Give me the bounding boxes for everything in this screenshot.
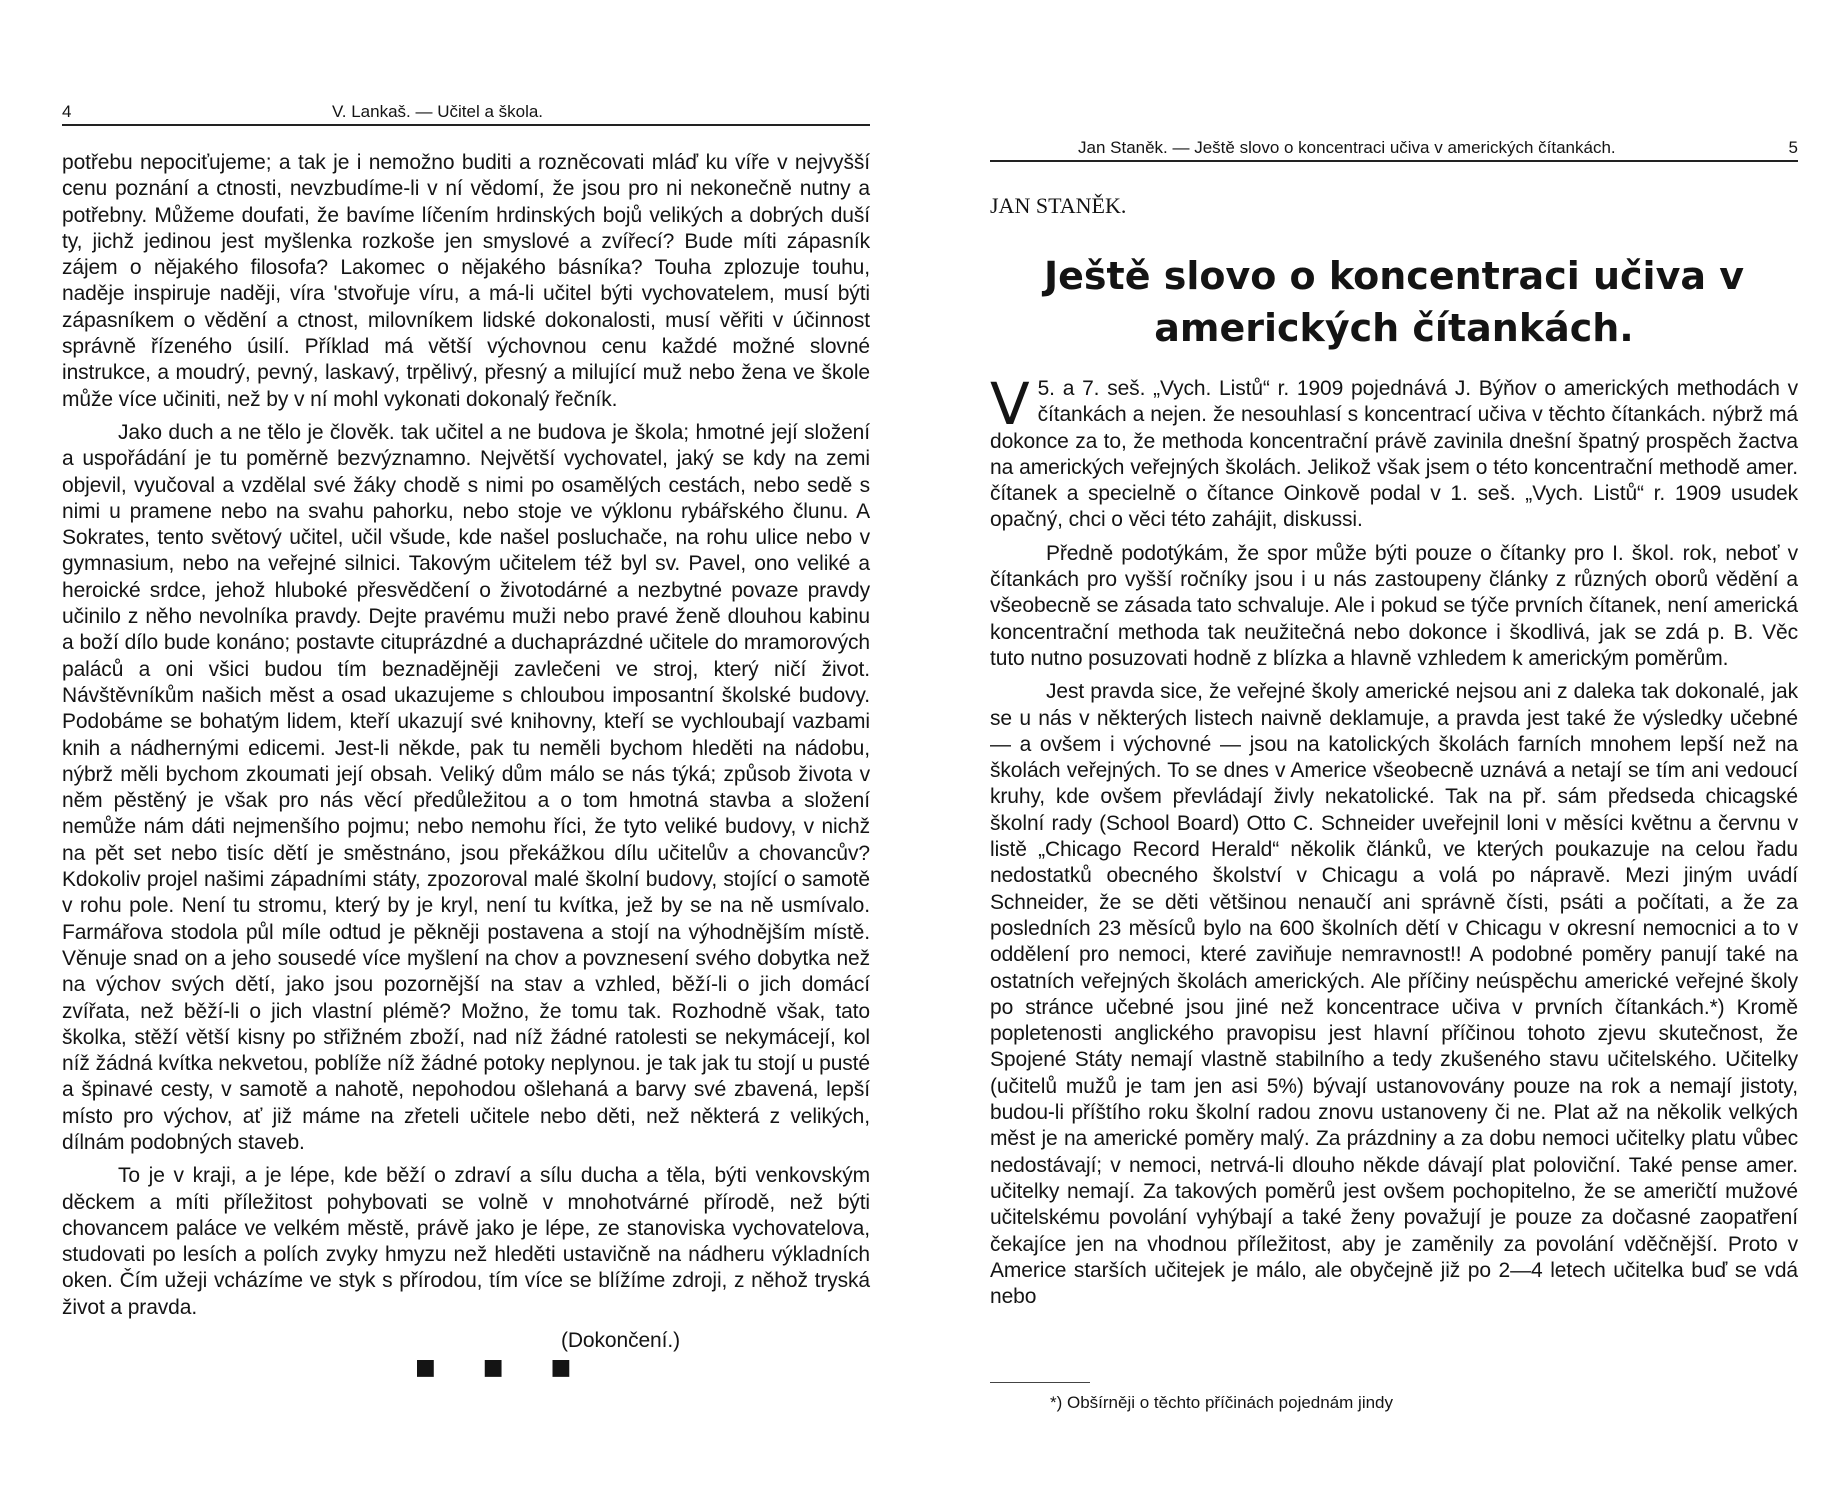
article-author: JAN STANĚK. [990, 193, 1127, 218]
paragraph: To je v kraji, a je lépe, kde běží o zdraví a sílu ducha a těla, býti venkovským děckem a míti příležitost pohybovati se volně v mnohotvárné přírodě, než býti chovancem paláce ve velkém městě, právě jako je lépe, ze stanoviska vychovatelova, studovati po lesích a polích zvyky hmyzu než hleděti ustavičně na nádheru výkladních oken. Čím užeji vcházíme ve styk s přírodou, tím více se blížíme zdroji, z něhož tryská život a pravda. [62, 1164, 870, 1319]
paragraph [990, 370, 1798, 534]
paragraph: Jest pravda sice, že veřejné školy americké nejsou ani z daleka tak dokonalé, jak se u nás v některých listech naivně deklamuje, a pravda jest také že výsledky učebné — a ovšem i výchovné — jsou na katolických školách farních mnohem lepší než na školách veřejných. To se dnes v Americe všeobecně uznává a netají se tím ani vedoucí kruhy, kde ovšem převládají živly nekatolické. Tak na př. sám předseda chicagské školní rady (School Board) Otto C. Schneider uveřejnil loni v měsíci květnu a červnu v listě „Chicago Record Herald“ několik článků, ve kterých poukazuje na celou řadu nedostatků obecného školství v Chicagu a volá po nápravě. Mezi jiným uvádí Schneider, že se děti většinou nenaučí ani správně čísti, psáti a počítati, a že za posledních 23 měsíců bylo na 600 školních dětí v Chicagu v okresní nemocnici a to v oddělení pro nemoci, které zaviňuje nemravnost!! A podobné poměry panují také na ostatních veřejných školách amerických. Ale příčiny neúspěchu americké veřejné školy po stránce učebné jsou jiné než koncentrace učiva v prvních čítankách.*) Kromě popletenosti anglického pravopisu jest hlavní příčinou tohoto zjevu skutečnost, že Spojené Státy nemají vlastně stabilního a tedy zkušeného stavu učitelského. Učitelky (učitelů mužů je tam jen asi 5%) bývají ustanovovány pouze na rok a nemají jistoty, budou-li příštího roku školní radou znovu ustanoveny či ne. Plat až na několik velkých měst je na americké poměry malý. Za prázdniny a za dobu nemoci učitelky platu vůbec nedostávají; v nemoci, netrvá-li dlouho někde dávají plat poloviční. Také pense amer. učitelky nemají. Za takových poměrů jest ovšem pochopitelno, že se američtí mužové učitelskému povolání vyhýbají a také ženy považují je pouze za dočasné zaopatření čekajíce jen na vhodnou příležitost, aby je zaměnily za povolání vděčnější. Proto v Americe starších učitejek je málo, ale obyčejně již po 2—4 letech učitelka buď se vdá nebo [990, 680, 1798, 1309]
paragraph: Jako duch a ne tělo je člověk. tak učitel a ne budova je škola; hmotné její složení a uspořádání je tu poměrně bezvýznamno. Největší vychovatel, jaký se kdy na zemi objevil, vyučoval a vzdělal své žáky chodě s nimi po osamělých cestách, nebo sedě s nimi u pramene nebo na svahu pahorku, nebo stoje ve výklonu rybářského člunu. A Sokrates, tento světový učitel, učil všude, kde našel posluchače, na rohu ulice nebo v gymnasium, nebo na veřejné silnici. Takovým učitelem též byl sv. Pavel, ono veliké a heroické srdce, jehož hluboké přesvědčení o životodárné a nezbytné povaze pravdy učinilo z něho nevolníka pravdy. Dejte pravému muži nebo pravé ženě dlouhou kabinu a boží dílo bude konáno; postavte cituprázdné a duchaprázdné učitele do mramorových paláců a oni všici budou tím beznadějněji zavlečeni ve stroj, který ničí život. Návštěvníkům našich měst a osad ukazujeme s chloubou imposantní školské budovy. Podobáme se bohatým lidem, kteří ukazují své knihovny, kteří se vychloubají vazbami knih a nádhernými edicemi. Jest-li někde, pak tu neměli bychom hleděti na nádobu, nýbrž měli bychom zkoumati její obsah. Veliký dům málo se nás týká; způsob života v něm pěstěný je však pro nás věcí předůležitou a o tom hmotná stavba a složení nemůže nám dáti nejmenšího pojmu; nebo nemohu říci, že tyto veliké budovy, v nichž na pět set nebo tisíc dětí je směstnáno, jsou překážkou dílu učitelův a chovancův? Kdokoliv projel našimi západními státy, zpozoroval malé školní budovy, stojící o samotě v rohu pole. Není tu stromu, který by je kryl, není tu kvítka, jež by se na ně usmívalo. Farmářova stodola půl míle odtud je pěkněji postavena a stojí na výhodnějším místě. Věnuje snad on a jeho sousedé více myšlení na chov a povznesení svého dobytka než na výchov svých dětí, jako jsou pozornější na stav a vzhled, běží-li o jich domácí zvířata, než běží-li o jich vlastní plémě? Možno, že tomu tak. Rozhodně však, tato školka, stěží větší kisny po střižném zboží, nad níž žádné ratolesti se nekymácejí, kol níž žádná kvítka nekvetou, poblíže níž žádné potoky neplynou. je tak jak tu stojí u pusté a špinavé cesty, v samotě a nahotě, nepohodou ošlehaná a barvy své zbavená, lepší místo pro výchov, ať již máme na zřeteli učitele nebo děti, než některá z velikých, dílnám podobných staveb. [62, 420, 870, 1154]
page-number: 4 [62, 102, 72, 121]
running-title: V. Lankaš. — Učitel a škola. [332, 102, 544, 121]
footnote: *) Obšírněji o těchto příčinách pojednám jindy [1050, 1393, 1394, 1412]
paragraph: Předně podotýkám, že spor může býti pouze o čítanky pro I. škol. rok, neboť v čítankách pro vyšší ročníky jsou i u nás zastoupeny články z různých oborů vědění a všeobecně se zásada tato schvaluje. Ale i pokud se týče prvních čítanek, není americká koncentrační methoda tak neužitečná nebo dokonce i škodlivá, jak se zdá p. B. Věc tuto nutno posuzovati hodně z blízka a hlavně vzhledem k americkým poměrům. [990, 541, 1798, 670]
section-ornament: ■ ■ ■ [415, 1355, 592, 1380]
running-title: Jan Staněk. — Ještě slovo o koncentraci učiva v amerických čítankách. [1078, 138, 1616, 157]
running-head-right [990, 136, 1798, 162]
drop-cap: V [990, 370, 1030, 438]
article-title: Ještě slovo o koncentraci učiva v amerických čítankách. [1044, 254, 1744, 350]
footnote-rule [990, 1382, 1090, 1383]
paragraph-text: 5. a 7. seš. „Vych. Listů“ r. 1909 pojednává J. Býňov o amerických methodách v čítankách a nejen. že nesouhlasí s koncentrací učiva v těchto čítankách. nýbrž má dokonce za to, že methoda koncentrační právě zavinila dnešní špatný prospěch žactva na amerických veřejných školách. Jelikož však jsem o této koncentrační methodě amer. čítanek a specielně o čítance Oinkově podal v 1. seš. „Vych. Listů“ r. 1909 usudek opačný, chci o věci této zahájit, diskussi. [990, 377, 1798, 532]
continuation-note: (Dokončení.) [560, 1329, 680, 1353]
right-body-text [990, 370, 1798, 1317]
left-body-text [62, 150, 870, 1361]
page-number: 5 [1788, 138, 1798, 157]
running-head-left [62, 100, 870, 126]
paragraph: potřebu nepociťujeme; a tak je i nemožno buditi a rozněcovati mláď ku víře v nejvyšší cenu poznání a ctnosti, nevzbudíme-li v ní vědomí, že jsou pro ni nekonečně nutny a potřebny. Můžeme doufati, že bavíme líčením hrdinských bojů velikých a dobrých duší ty, jichž jedinou jest myšlenka rozkoše jen smyslové a zvířecí? Bude míti zápasník zájem o nějakého filosofa? Lakomec o nějakého básníka? Touha zplozuje touhu, naděje inspiruje naději, víra 'stvořuje víru, a má-li učitel býti vychovatelem, musí býti zápasníkem o vědění a ctnost, milovníkem lidské dokonalosti, musí věřiti v účinnost správně řízeného úsilí. Příklad má větší výchovnou cenu každé možné slovné instrukce, a moudrý, pevný, laskavý, trpělivý, přesný a milující muž nebo žena ve škole může více učiniti, než by v ní mohl vykonati dokonalý řečník. [62, 151, 870, 411]
